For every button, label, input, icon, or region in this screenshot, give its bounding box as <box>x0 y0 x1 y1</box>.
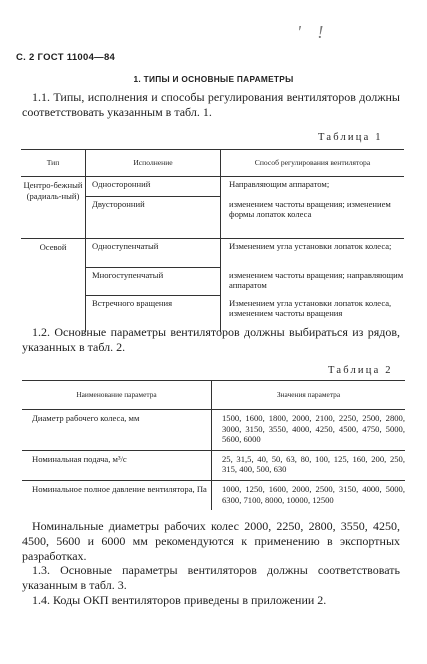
paragraph-1-4: 1.4. Коды ОКП вентиляторов приведены в приложении 2. <box>32 593 327 607</box>
table-1-method-cell: Изменением угла установки лопаток колеса; <box>229 241 392 251</box>
table-row <box>21 177 404 197</box>
paragraph-1-2: 1.2. Основные параметры вентиляторов должны выбираться из рядов, указанных в табл. 2. <box>22 325 400 354</box>
paragraph-1-1: 1.1. Типы, исполнения и способы регулирования вентиляторов должны соответствовать указанным в табл. 1. <box>22 90 400 119</box>
table-1-method-cell: Изменением угла установки лопаток колеса, изменением частоты вращения <box>229 297 392 319</box>
table-2-param-cell: Номинальная подача, м³/с <box>22 450 212 480</box>
table-1-exec-cell: Односторонний <box>86 177 221 197</box>
table-row <box>22 410 405 451</box>
table-1-caption: Таблица 1 <box>318 132 383 143</box>
page-header: С. 2 ГОСТ 11004—84 <box>16 52 116 63</box>
paragraph-diameters: Номинальные диаметры рабочих колес 2000, 2250, 2800, 3550, 4250, 4500, 5600 и 6000 мм рекомендуются к применению в экспортных разработках. <box>22 519 400 563</box>
table-1-header-type: Тип <box>21 150 86 177</box>
table-1-header-method: Способ регулирования вентилятора <box>221 150 405 177</box>
table-2-param-cell: Диаметр рабочего колеса, мм <box>22 410 212 451</box>
table-1-header-exec: Исполнение <box>86 150 221 177</box>
table-1-exec-cell: Одноступенчатый <box>86 239 221 268</box>
table-1-header-row <box>21 150 404 177</box>
table-2-values-cell: 25, 31,5, 40, 50, 63, 80, 100, 125, 160, 200, 250, 315, 400, 500, 630 <box>212 450 406 480</box>
table-2-param-cell: Номинальное полное давление вентилятора, Па <box>22 480 212 510</box>
table-row <box>22 450 405 480</box>
table-1-exec-cell: Встречного вращения <box>86 296 221 333</box>
table-1-method-cell: Направляющим аппаратом; <box>229 179 330 189</box>
table-2-header-row <box>22 381 405 410</box>
table-1-exec-cell: Многоступенчатый <box>86 268 221 296</box>
table-row <box>21 239 404 268</box>
table-1-exec-cell: Двусторонний <box>86 197 221 239</box>
section-title: 1. ТИПЫ И ОСНОВНЫЕ ПАРАМЕТРЫ <box>133 74 294 84</box>
margin-marks: ' ! <box>297 22 330 42</box>
table-2-header-values: Значения параметра <box>212 381 406 410</box>
paragraph-1-3: 1.3. Основные параметры вентиляторов должны соответствовать указанным в табл. 3. <box>22 563 400 592</box>
table-2-values-cell: 1000, 1250, 1600, 2000, 2500, 3150, 4000, 5000, 6300, 7100, 8000, 10000, 12500 <box>222 483 405 505</box>
table-1-type-axial: Осевой <box>21 239 86 333</box>
table-2-header-param: Наименование параметра <box>22 381 212 410</box>
table-1-method-cell: изменением частоты вращения; изменением формы лопаток колеса <box>221 197 405 239</box>
table-row <box>22 480 405 510</box>
table-1-type-centrifugal: Центро-бежный (радиаль-ный) <box>21 177 86 239</box>
table-2-values-cell: 1500, 1600, 1800, 2000, 2100, 2250, 2500, 2800, 3000, 3150, 3550, 4000, 4250, 4500, 4750, 5000, 5600, 6000 <box>212 410 406 451</box>
table-1-method-cell: изменением частоты вращения; направляющим аппаратом <box>229 269 404 291</box>
table-2-caption: Таблица 2 <box>328 365 393 376</box>
table-2 <box>22 380 405 510</box>
table-1 <box>21 149 404 332</box>
